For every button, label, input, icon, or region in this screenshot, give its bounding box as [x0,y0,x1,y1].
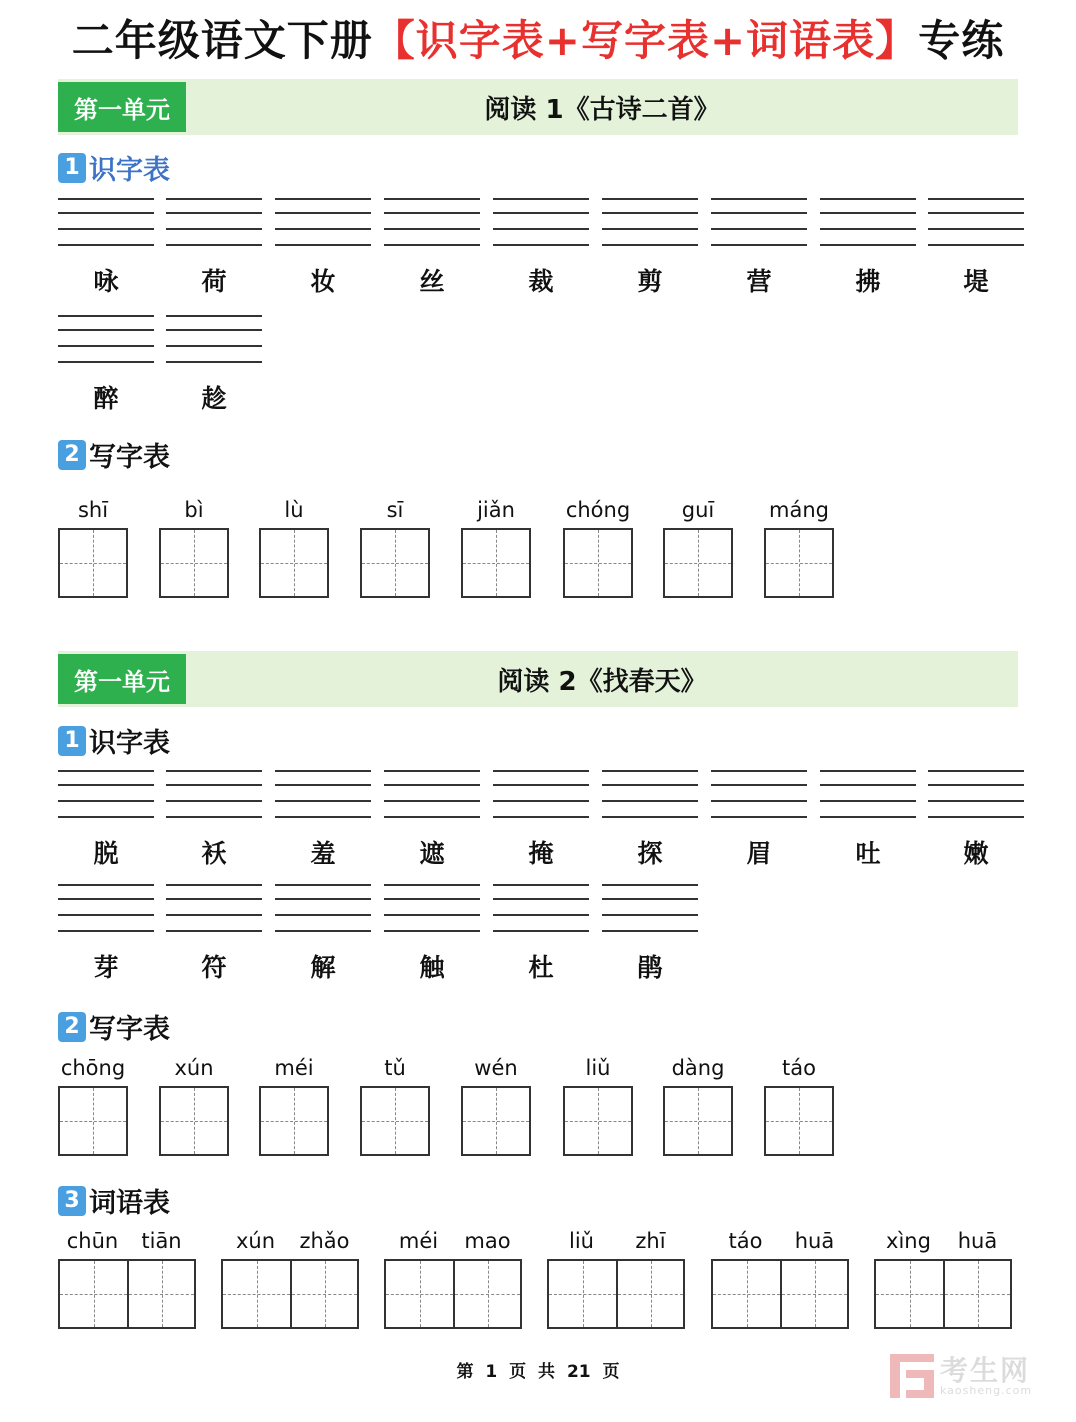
write-cell [259,498,329,598]
write-cell [58,498,128,598]
recognize-cell [384,770,480,868]
page-number: 第 1 页 共 21 页 [456,1362,620,1382]
pinyin-writing-lines[interactable] [820,198,916,247]
recognize-cell [166,770,262,868]
title-prefix: 二年级语文下册 [71,16,373,65]
recognize-heading [58,721,170,760]
tian-grid-box[interactable] [259,1086,329,1156]
word-pinyin-syllable: huā [957,1229,998,1253]
pinyin-label: tǔ [384,1056,406,1080]
word-pinyin-syllable: xìng [886,1229,931,1253]
pinyin-label: sī [386,498,404,522]
recognize-cell [493,198,589,296]
recognize-char: 脱 [93,839,119,868]
word-cell [384,1229,522,1329]
recognize-cell [602,770,698,868]
recognize-cell [711,770,807,868]
write-cell [663,498,733,598]
tian-grid-box[interactable] [360,528,430,598]
write-cell [461,1056,531,1156]
pinyin-writing-lines[interactable] [384,770,480,819]
recognize-cell [58,315,154,413]
number-badge: 1 [58,153,86,183]
pinyin-writing-lines[interactable] [58,315,154,364]
recognize-char: 遮 [419,839,445,868]
unit-tag: 第一单元 [58,654,186,704]
pinyin-label: bì [184,498,204,522]
pinyin-label: lù [284,498,304,522]
lesson-title: 阅读 1《古诗二首》 [484,94,720,125]
word-pinyin-syllable: huā [794,1229,835,1253]
section-1-header [58,79,1018,135]
recognize-cell [275,884,371,982]
recognize-char: 嫩 [963,839,989,868]
watermark-url: kaosheng.com [940,1383,1033,1397]
write-cell [259,1056,329,1156]
recognize-cell [58,770,154,868]
watermark-logo-icon [890,1354,934,1398]
pinyin-label: máng [769,498,829,522]
write-cell [58,1056,128,1156]
tian-grid-box[interactable] [663,1086,733,1156]
recognize-cell [166,198,262,296]
word-tian-grid[interactable] [384,1259,522,1329]
pinyin-writing-lines[interactable] [58,884,154,933]
watermark-text: 考生网 [940,1353,1031,1387]
recognize-char: 营 [746,267,772,296]
tian-grid-box[interactable] [159,1086,229,1156]
pinyin-label: guī [681,498,715,522]
number-badge: 3 [58,1186,86,1216]
recognize-cell [928,198,1024,296]
pinyin-writing-lines[interactable] [493,884,589,933]
word-pinyin-syllable: tiān [141,1229,182,1253]
write-cell [563,1056,633,1156]
write-cell [360,498,430,598]
pinyin-label: jiǎn [477,498,515,522]
tian-grid-box[interactable] [461,1086,531,1156]
recognize-cell [928,770,1024,868]
recognize-cell [275,770,371,868]
recognize-char: 羞 [310,839,336,868]
recognize-char: 鹃 [637,953,663,982]
words-label: 词语表 [89,1188,170,1219]
tian-grid-box[interactable] [159,528,229,598]
tian-grid-box[interactable] [58,1086,128,1156]
recognize-cell [820,198,916,296]
tian-grid-box[interactable] [58,528,128,598]
word-pinyin-syllable: zhī [635,1229,666,1253]
recognize-char: 咏 [93,267,119,296]
recognize-char: 丝 [419,267,445,296]
write-cell [159,498,229,598]
recognize-cell [711,198,807,296]
word-tian-grid[interactable] [711,1259,849,1329]
pinyin-writing-lines[interactable] [820,770,916,819]
pinyin-label: méi [274,1056,314,1080]
pinyin-label: wén [474,1056,518,1080]
recognize-cell [602,198,698,296]
word-pinyin-syllable: mao [464,1229,511,1253]
pinyin-writing-lines[interactable] [602,884,698,933]
word-pinyin-syllable: méi [398,1229,439,1253]
write-heading [58,435,170,474]
word-tian-grid[interactable] [221,1259,359,1329]
write-cell [663,1056,733,1156]
pinyin-writing-lines[interactable] [58,198,154,247]
recognize-char: 袄 [201,839,227,868]
pinyin-writing-lines[interactable] [384,884,480,933]
recognize-cell [384,884,480,982]
recognize-char: 荷 [201,267,227,296]
recognize-cell [58,884,154,982]
word-pinyin-syllable: táo [728,1229,763,1253]
recognize-char: 妆 [310,267,336,296]
write-cell [360,1056,430,1156]
word-pinyin-syllable: zhǎo [299,1229,350,1253]
recognize-char: 趁 [201,384,227,413]
pinyin-writing-lines[interactable] [166,315,262,364]
recognize-cell [166,315,262,413]
pinyin-label: liǔ [585,1056,611,1080]
write-cell [563,498,633,598]
pinyin-writing-lines[interactable] [384,198,480,247]
recognize-char: 探 [637,839,663,868]
recognize-cell [58,198,154,296]
number-badge: 2 [58,1012,86,1042]
pinyin-writing-lines[interactable] [166,884,262,933]
word-pinyin-syllable: xún [235,1229,276,1253]
pinyin-writing-lines[interactable] [275,198,371,247]
recognize-cell [275,198,371,296]
write-cell [461,498,531,598]
recognize-cell [493,770,589,868]
tian-grid-box[interactable] [461,528,531,598]
lesson-title: 阅读 2《找春天》 [497,666,707,697]
word-cell [874,1229,1012,1329]
tian-grid-box[interactable] [663,528,733,598]
title-suffix: 专练 [918,16,1005,65]
title-highlight: 【识字表+写字表+词语表】 [372,16,919,65]
pinyin-writing-lines[interactable] [602,198,698,247]
recognize-cell [493,884,589,982]
watermark [890,1354,1032,1398]
recognize-char: 芽 [93,953,119,982]
tian-grid-box[interactable] [563,528,633,598]
pinyin-writing-lines[interactable] [711,198,807,247]
pinyin-label: chōng [60,1056,126,1080]
recognize-char: 吐 [855,839,881,868]
tian-grid-box[interactable] [360,1086,430,1156]
number-badge: 1 [58,726,86,756]
words-heading [58,1181,170,1220]
pinyin-label: shī [77,498,109,522]
write-cell [159,1056,229,1156]
recognize-cell [166,884,262,982]
write-label: 写字表 [89,442,170,473]
pinyin-writing-lines[interactable] [275,770,371,819]
pinyin-label: táo [782,1056,816,1080]
pinyin-writing-lines[interactable] [711,770,807,819]
write-heading [58,1007,170,1046]
tian-grid-box[interactable] [764,528,834,598]
recognize-char: 醉 [93,384,119,413]
word-cell [547,1229,685,1329]
tian-grid-box[interactable] [563,1086,633,1156]
page-title [0,8,1076,68]
word-cell [221,1229,359,1329]
write-cell [764,498,834,598]
recognize-char: 杜 [528,953,554,982]
section-2-header [58,651,1018,707]
recognize-cell [384,198,480,296]
recognize-cell [602,884,698,982]
recognize-label: 识字表 [89,728,170,759]
recognize-char: 裁 [528,267,554,296]
recognize-char: 符 [201,953,227,982]
pinyin-writing-lines[interactable] [602,770,698,819]
number-badge: 2 [58,440,86,470]
recognize-char: 触 [419,953,445,982]
unit-tag: 第一单元 [58,82,186,132]
recognize-char: 堤 [963,267,989,296]
pinyin-writing-lines[interactable] [493,198,589,247]
pinyin-label: dàng [671,1056,725,1080]
pinyin-writing-lines[interactable] [928,770,1024,819]
word-cell [58,1229,196,1329]
pinyin-writing-lines[interactable] [928,198,1024,247]
write-label: 写字表 [89,1014,170,1045]
recognize-char: 掩 [528,839,554,868]
recognize-char: 眉 [746,839,772,868]
pinyin-writing-lines[interactable] [58,770,154,819]
pinyin-writing-lines[interactable] [493,770,589,819]
recognize-heading [58,148,170,187]
recognize-char: 解 [310,953,336,982]
pinyin-writing-lines[interactable] [275,884,371,933]
write-cell [764,1056,834,1156]
pinyin-label: chóng [565,498,631,522]
pinyin-label: xún [174,1056,214,1080]
recognize-cell [820,770,916,868]
recognize-char: 剪 [637,267,663,296]
pinyin-writing-lines[interactable] [166,198,262,247]
tian-grid-box[interactable] [259,528,329,598]
pinyin-writing-lines[interactable] [166,770,262,819]
recognize-label: 识字表 [89,155,170,186]
word-pinyin-syllable: chūn [66,1229,119,1253]
word-cell [711,1229,849,1329]
word-tian-grid[interactable] [874,1259,1012,1329]
tian-grid-box[interactable] [764,1086,834,1156]
word-tian-grid[interactable] [58,1259,196,1329]
word-pinyin-syllable: liǔ [569,1229,594,1253]
recognize-char: 拂 [855,267,881,296]
word-tian-grid[interactable] [547,1259,685,1329]
